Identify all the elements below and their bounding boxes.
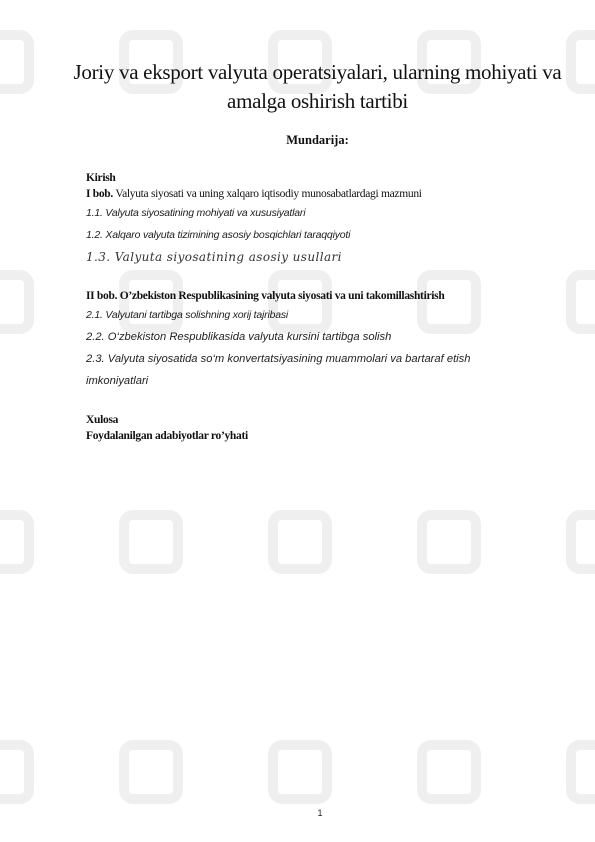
toc-conclusion: Xulosa	[86, 414, 119, 426]
document-title: Joriy va eksport valyuta operatsiyalari, ularning mohiyati va amalga oshirish tartibi	[73, 60, 562, 113]
toc-chapter1-text: Valyuta siyosati va uning xalqaro iqtisodiy munosabatlardagi mazmuni	[112, 188, 422, 200]
toc-references: Foydalanilgan adabiyotlar ro’yhati	[86, 430, 248, 442]
toc-chapter1-label: I bob.	[86, 188, 113, 200]
toc-intro: Kirish	[86, 172, 116, 184]
toc-chapter1	[86, 186, 556, 202]
toc-item-1-1: 1.1. Valyuta siyosatining mohiyati va xususiyatlari	[86, 207, 306, 219]
toc-item-2-3: 2.3. Valyuta siyosatida so‘m konvertatsiyasining muammolari va bartaraf etish	[86, 353, 471, 365]
toc-item-2-1: 2.1. Valyutani tartibga solishning xorij tajribasi	[86, 309, 289, 321]
toc-item-2-3-cont: imkoniyatlari	[86, 375, 149, 387]
toc-item-1-2: 1.2. Xalqaro valyuta tizimining asosiy bosqichlari taraqqiyoti	[86, 229, 351, 241]
page-number: 1	[317, 808, 323, 818]
contents-heading: Mundarija:	[286, 133, 349, 147]
toc-item-1-3: 1.3. Valyuta siyosatining asosiy usullari	[86, 250, 342, 264]
toc-item-2-2: 2.2. O‘zbekiston Respublikasida valyuta kursini tartibga solish	[86, 331, 392, 343]
toc-chapter2-heading: II bob. O’zbekiston Respublikasining valyuta siyosati va uni takomillashtirish	[86, 290, 445, 302]
table-of-contents	[86, 170, 556, 444]
